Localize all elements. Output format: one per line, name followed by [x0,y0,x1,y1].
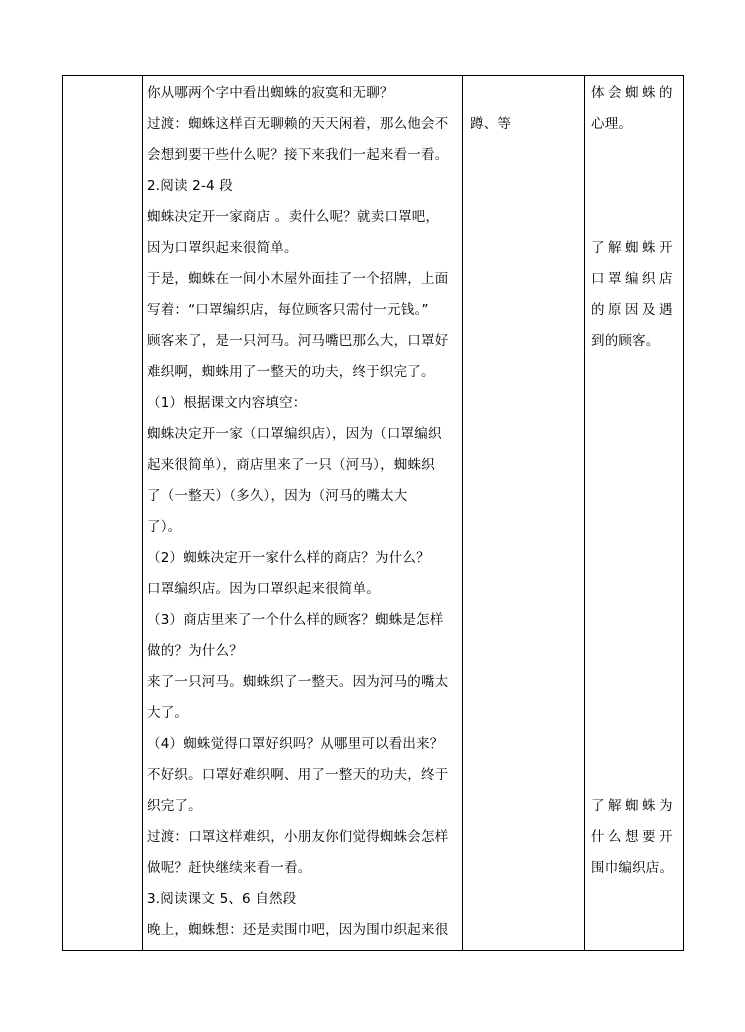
method-line: （4）蜘蛛觉得口罩好织吗？从哪里可以看出来？ [147,736,444,752]
method-line: 做的？为什么？ [147,643,243,659]
method-line: 了）。 [147,519,182,535]
table-col-border-1 [62,75,63,951]
method-line: 因为口罩织起来很简单。 [147,240,298,256]
intent-line: 心理。 [591,116,633,132]
table-top-border [62,75,684,76]
intent-line: 体会蜘蛛的 [591,85,676,101]
method-line: 会想到要干些什么呢？接下来我们一起来看一看。 [147,147,449,163]
method-line: 不好织。口罩好难织啊、用了一整天的功夫，终于 [147,767,449,783]
table-col-border-2 [142,75,143,951]
method-line: 蜘蛛决定开一家（口罩编织店），因为（口罩编织 [147,426,442,442]
intent-line: 到的顾客。 [591,333,660,349]
method-line: 于是，蜘蛛在一间小木屋外面挂了一个招牌，上面 [147,271,449,287]
table-col-border-4 [584,75,585,951]
method-line: （2）蜘蛛决定开一家什么样的商店？为什么？ [147,550,430,566]
method-line: 口罩编织店。因为口罩织起来很简单。 [147,581,380,597]
method-line: 了（一整天）（多久），因为（河马的嘴太大 [147,488,408,504]
intent-line: 的原因及遇 [591,302,676,318]
intent-line: 什么想要开 [591,829,676,845]
intent-line: 了解蜘蛛开 [591,240,676,256]
method-line: 过渡：蜘蛛这样百无聊赖的天天闲着，那么他会不 [147,116,449,132]
method-line: （1）根据课文内容填空： [147,395,307,411]
method-line: （3）商店里来了一个什么样的顾客？蜘蛛是怎样 [147,612,444,628]
method-line: 来了一只河马。蜘蛛织了一整天。因为河马的嘴太 [147,674,449,690]
table-col-border-3 [462,75,463,951]
method-line: 大了。 [147,705,189,721]
method-line: 3.阅读课文 5、6 自然段 [147,891,297,907]
method-line: 2.阅读 2-4 段 [147,178,234,194]
method-line: 蜘蛛决定开一家商店 。卖什么呢？就卖口罩吧， [147,209,440,225]
method-line: 织完了。 [147,798,202,814]
table-col-border-5 [683,75,684,951]
intent-line: 了解蜘蛛为 [591,798,676,814]
method-line: 晚上，蜘蛛想：还是卖围巾吧，因为围巾织起来很 [147,922,449,938]
method-line: 写着：“口罩编织店，每位顾客只需付一元钱。” [147,302,429,318]
student-activity-text: 蹲、等 [470,116,512,132]
method-line: 你从哪两个字中看出蜘蛛的寂寞和无聊？ [147,85,394,101]
method-line: 顾客来了，是一只河马。河马嘴巴那么大，口罩好 [147,333,449,349]
table-bottom-border [62,950,684,951]
intent-line: 围巾编织店。 [591,860,674,876]
method-line: 起来很简单），商店里来了一只（河马），蜘蛛织 [147,457,435,473]
method-line: 做呢？赶快继续来看一看。 [147,860,312,876]
method-line: 难织啊，蜘蛛用了一整天的功夫，终于织完了。 [147,364,435,380]
method-line: 过渡：口罩这样难织，小朋友你们觉得蜘蛛会怎样 [147,829,449,845]
intent-line: 口罩编织店 [591,271,676,287]
